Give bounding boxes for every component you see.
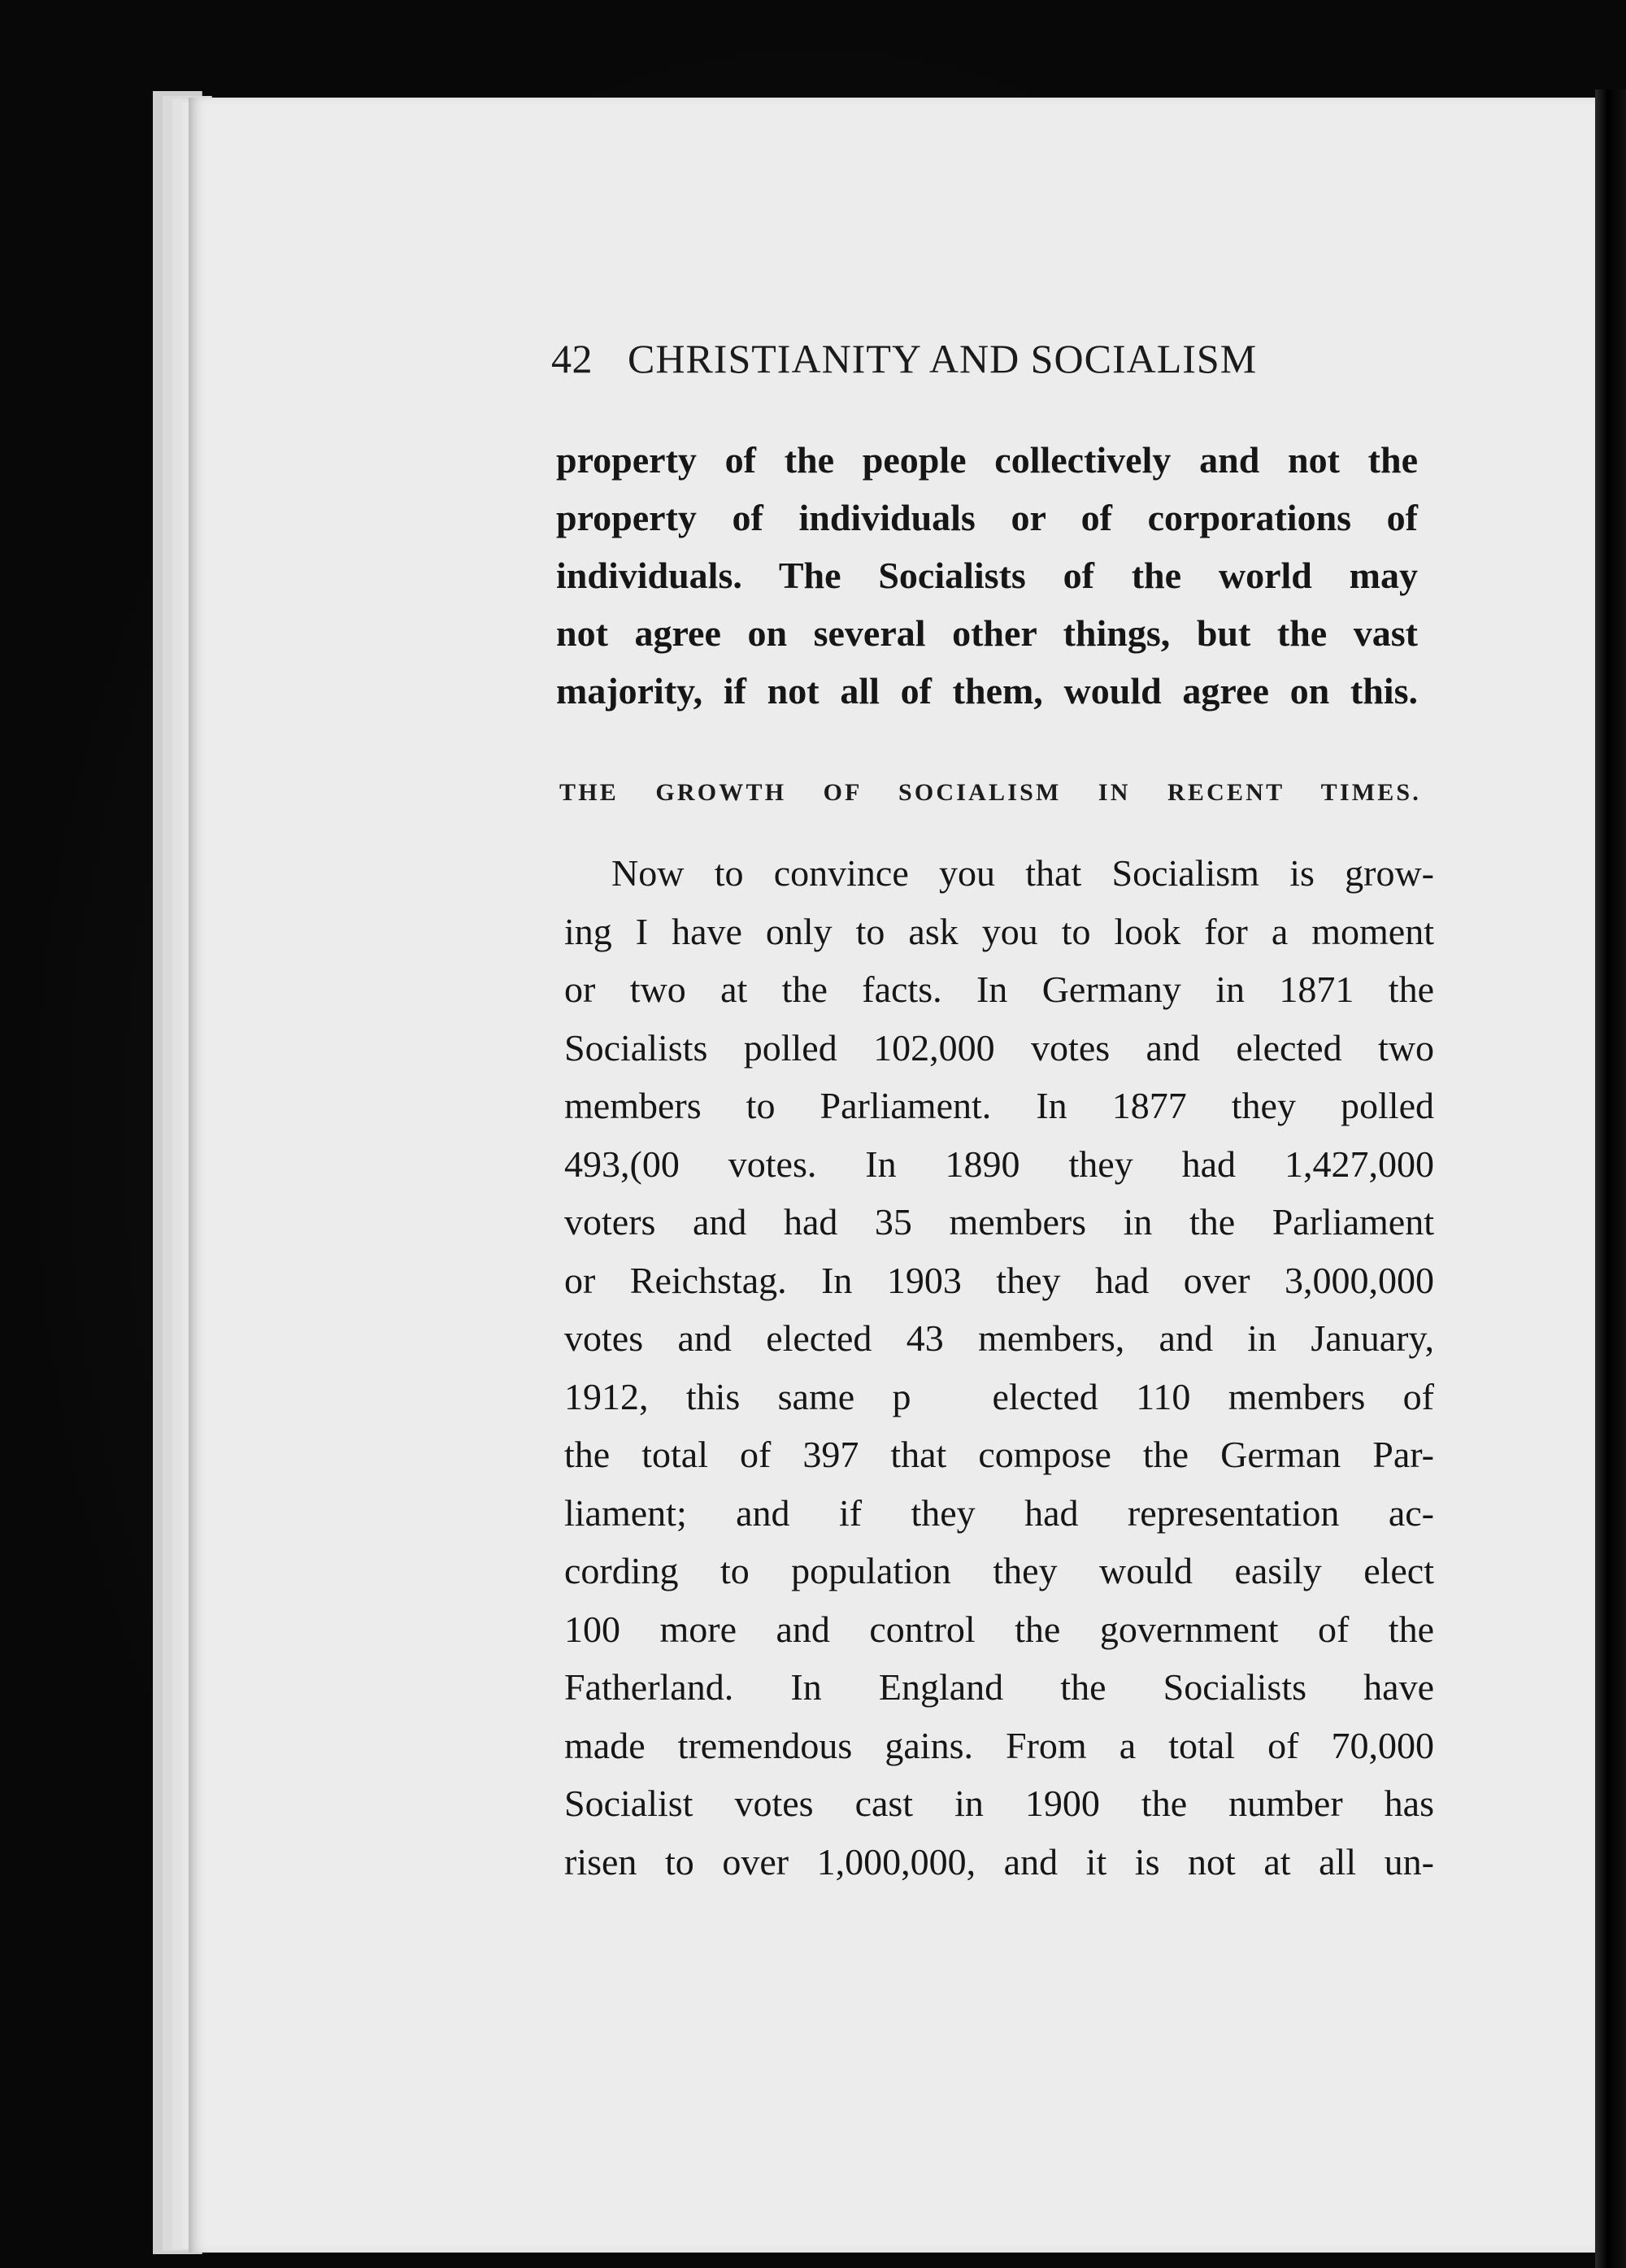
text-line: votes and elected 43 members, and in January, <box>564 1317 1434 1359</box>
section-heading: THE GROWTH OF SOCIALISM IN RECENT TIMES. <box>559 779 1421 806</box>
running-title: CHRISTIANITY AND SOCIALISM <box>628 336 1258 381</box>
text-line: ing I have only to ask you to look for a moment <box>564 910 1434 952</box>
text-line: Now to convince you that Socialism is grow- <box>611 852 1434 894</box>
running-header <box>551 335 1397 392</box>
text-line: risen to over 1,000,000, and it is not at all un- <box>564 1840 1434 1883</box>
text-line: 100 more and control the government of the <box>564 1608 1434 1650</box>
text-line: made tremendous gains. From a total of 70,000 <box>564 1724 1434 1766</box>
text-fragment: elected 110 members of <box>992 1375 1434 1417</box>
text-line: Fatherland. In England the Socialists have <box>564 1666 1434 1708</box>
text-line: cording to population they would easily elect <box>564 1550 1434 1591</box>
text-fragment: 1912, this same p <box>564 1375 911 1417</box>
text-line: or Reichstag. In 1903 they had over 3,000,000 <box>564 1259 1434 1301</box>
text-line: voters and had 35 members in the Parliament <box>564 1201 1434 1243</box>
text-line: members to Parliament. In 1877 they polled <box>564 1085 1434 1126</box>
text-line: Socialists polled 102,000 votes and elected two <box>564 1026 1434 1069</box>
text-line: the total of 397 that compose the German Par- <box>564 1434 1434 1475</box>
text-line: not agree on several other things, but the vast <box>556 612 1418 654</box>
text-line: 493,(00 votes. In 1890 they had 1,427,000 <box>564 1143 1434 1185</box>
text-line: property of the people collectively and not the <box>556 439 1418 481</box>
page-number: 42 <box>551 336 593 381</box>
text-line: majority, if not all of them, would agree on this. <box>556 670 1418 712</box>
text-line: Socialist votes cast in 1900 the number has <box>564 1783 1434 1824</box>
text-line: property of individuals or of corporations of <box>556 497 1418 538</box>
text-line-with-gap <box>564 1368 1434 1426</box>
text-line: or two at the facts. In Germany in 1871 the <box>564 969 1434 1010</box>
text-line: individuals. The Socialists of the world may <box>556 555 1418 596</box>
book-binding <box>1595 89 1626 2268</box>
paragraph-main <box>564 844 1434 1891</box>
text-line: liament; and if they had representation ac- <box>564 1491 1434 1534</box>
paragraph-continued <box>556 431 1418 720</box>
